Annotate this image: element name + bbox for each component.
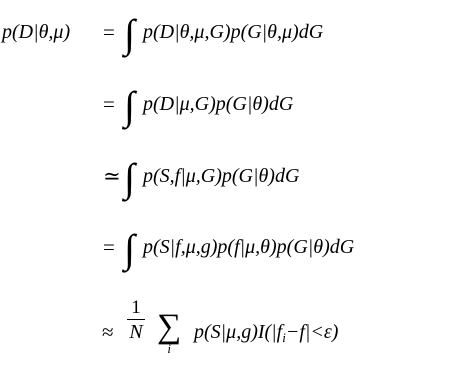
integrand: p(S|f,μ,g)p(f|μ,θ)p(G|θ)dG xyxy=(143,236,355,258)
fraction-bar xyxy=(127,319,145,320)
fraction-numerator: 1 xyxy=(131,297,141,318)
integrand: p(D|μ,G)p(G|θ)dG xyxy=(143,93,294,115)
sum-body-part-2: −f|<ε) xyxy=(285,321,339,343)
sum-body xyxy=(194,322,338,344)
sum-symbol: ∑ xyxy=(157,308,182,345)
integrand: p(S,f|μ,G)p(G|θ)dG xyxy=(143,165,300,187)
integral-symbol: ∫ xyxy=(124,83,135,128)
integral-symbol: ∫ xyxy=(124,155,135,200)
fraction xyxy=(127,298,145,342)
integral-symbol: ∫ xyxy=(124,226,135,271)
summation xyxy=(157,310,181,355)
relation-symbol: = xyxy=(103,235,115,259)
subscript-index: i xyxy=(282,330,286,345)
integrand: p(D|θ,μ,G)p(G|θ,μ)dG xyxy=(143,21,324,43)
fraction-denominator: N xyxy=(129,321,143,344)
relation-symbol: ≈ xyxy=(102,320,114,344)
integral-symbol: ∫ xyxy=(124,11,135,56)
sum-index: i xyxy=(167,341,171,356)
equation-lhs: p(D|θ,μ) xyxy=(2,21,71,43)
sum-body-part-1: p(S|μ,g)I(|f xyxy=(194,321,283,343)
relation-symbol: = xyxy=(103,20,115,44)
relation-symbol: ≃ xyxy=(103,164,121,188)
relation-symbol: = xyxy=(103,92,115,116)
